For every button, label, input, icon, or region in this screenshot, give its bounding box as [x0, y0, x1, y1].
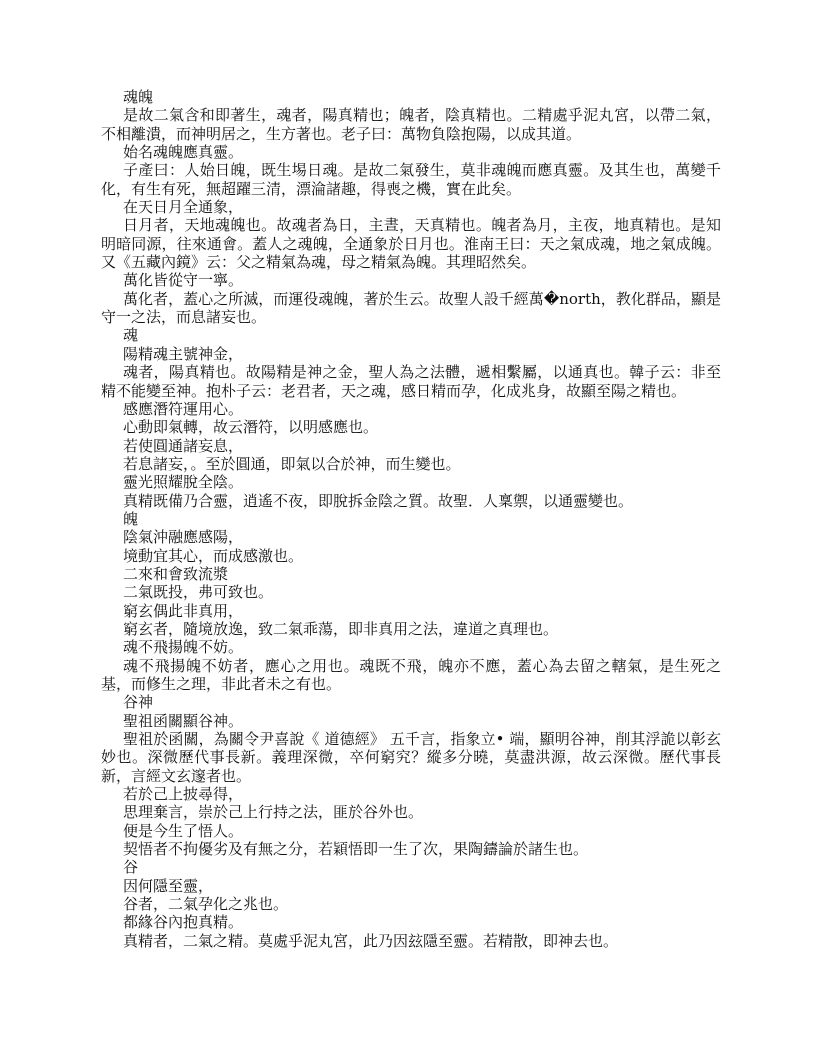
section-heading: 二來和會致流漿 [123, 564, 229, 583]
paragraph: 谷者，二氣孕化之兆也。 [123, 895, 289, 914]
paragraph: 魂不飛揚魄不妨。 [123, 638, 244, 657]
paragraph: 靈光照耀脫全陰。 [123, 473, 244, 492]
section-heading: 谷神 [123, 693, 154, 712]
paragraph: 思理棄言，崇於己上行持之法，匪於谷外也。 [123, 803, 424, 822]
paragraph: 魂者，陽真精也。故陽精是神之金，聖人為之法體，遞相繫屬，以通真也。韓子云：非至精不能變至神。抱朴子云：老君者，天之魂，感日精而孕，化成兆身，故顯至陽之精也。 [101, 363, 721, 400]
paragraph: 便是今生了悟人。 [123, 821, 244, 840]
paragraph: 萬化者，蓋心之所滅，而運役魂魄，著於生云。故聖人設千經萬�north，教化群品，顯是守一之法，而息諸妄也。 [101, 289, 721, 327]
paragraph: 若於己上披尋得， [123, 785, 244, 804]
paragraph: 真精既備乃合靈，逍遙不夜，即脫拆金陰之質。故聖．人稟禦，以通靈變也。 [123, 491, 634, 510]
paragraph: 聖祖於函關，為關令尹喜說《 道德經》 五千言，指象立• 端，顯明谷神，削其浮詭以彰玄妙也。深微歷代事長新。義理深微，卒何窮究？縱多分曉，莫盡洪源，故云深微。歷代事長新，言經文玄邃者也。 [101, 730, 721, 785]
paragraph: 都緣谷內抱真精。 [123, 913, 244, 932]
paragraph: 陰氣沖融應感陽， [123, 528, 244, 547]
paragraph: 窮玄者，隨境放逸，致二氣乖蕩，即非真用之法，違道之真理也。 [123, 619, 559, 638]
paragraph: 始名魂魄應真靈。 [123, 143, 244, 162]
paragraph: 在天日月全通象， [123, 198, 244, 217]
paragraph: 陽精魂主號神金， [123, 344, 244, 363]
paragraph: 若使圓通諸妄息， [123, 436, 244, 455]
paragraph: 感應潛符運用心。 [123, 399, 244, 418]
paragraph: 心動即氣轉，故云潛符，以明感應也。 [123, 418, 379, 437]
paragraph: 因何隱至靈， [123, 876, 214, 895]
paragraph: 萬化皆從守一寧。 [123, 271, 244, 290]
paragraph: 若息諸妄，。至於圓通，即氣以合於神，而生變也。 [123, 454, 461, 473]
paragraph: 真精者，二氣之精。莫處乎泥丸宮，此乃因玆隱至靈。若精散，即神去也。 [123, 931, 619, 950]
section-heading: 魂 [123, 326, 139, 345]
paragraph: 境動宜其心，而成感激也。 [123, 546, 304, 565]
paragraph: 契悟者不拘優劣及有無之分，若穎悟即一生了次，果陶鑄論於諸生也。 [123, 840, 589, 859]
paragraph: 是故二氣含和即著生，魂者，陽真精也；魄者，陰真精也。二精處乎泥丸宮，以帶二氣，不相離潰，而神明居之，生方著也。老子曰：萬物負陰抱陽，以成其道。 [101, 106, 721, 143]
paragraph: 二氣既投，弗可致也。 [123, 583, 274, 602]
section-heading: 魄 [123, 509, 139, 528]
section-heading: 魂魄 [123, 88, 154, 106]
paragraph: 子產曰：人始日魄，既生埸日魂。是故二氣發生，莫非魂魄而應真靈。及其生也，萬變千化，有生有死，無超躍三清，漂淪諸趣，得喪之機，實在此矣。 [101, 161, 721, 198]
paragraph: 日月者，天地魂魄也。故魂者為日，主晝，天真精也。魄者為月，主夜，地真精也。是知明暗同源，往來通會。蓋人之魂魄，全通象於日月也。淮南王曰：天之氣成魂，地之氣成魄。又《五藏內鏡》云：父之精氣為魂，母之精氣為魄。其理昭然矣。 [101, 216, 721, 272]
paragraph: 窮玄偶此非真用， [123, 601, 244, 620]
paragraph: 聖祖函關顯谷神。 [123, 711, 244, 730]
paragraph: 魂不飛揚魄不妨者，應心之用也。魂既不飛，魄亦不應，蓋心為去留之轄氣，是生死之基，而修生之理，非此者未之有也。 [101, 656, 721, 693]
section-heading: 谷 [123, 858, 139, 877]
document-page [101, 88, 721, 950]
